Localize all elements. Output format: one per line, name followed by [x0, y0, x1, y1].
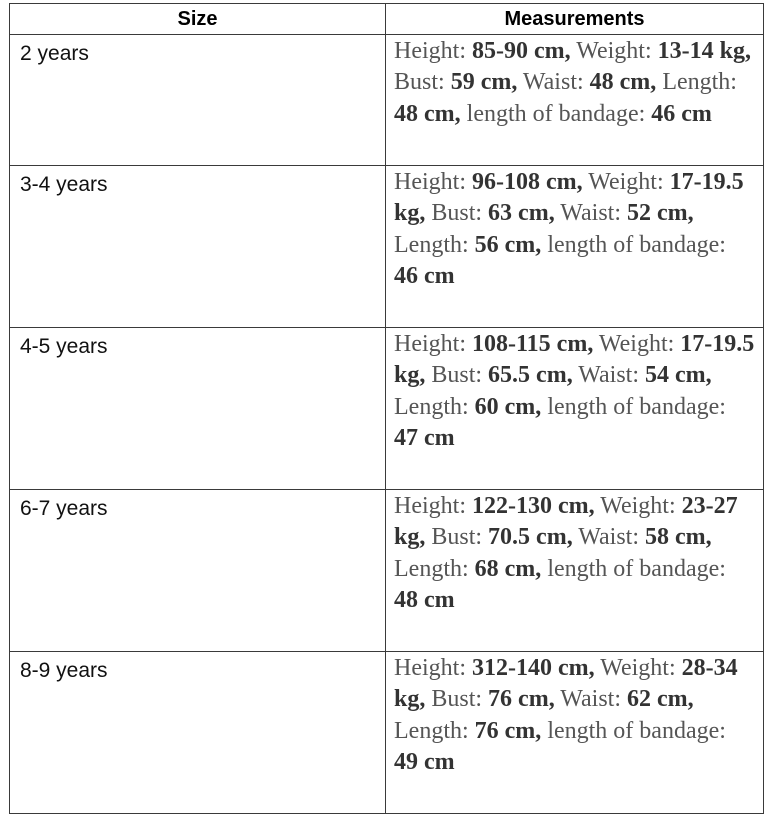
measure-value-weight: 17-19.5 kg, [394, 169, 744, 227]
measure-label-length: Length: [394, 555, 469, 582]
measure-label-bandage: length of bandage: [547, 231, 726, 258]
measure-label-weight: Weight: [576, 38, 652, 64]
measure-value-height: 96-108 cm, [472, 169, 583, 195]
measure-label-weight: Weight: [600, 493, 676, 519]
measure-label-length: Length: [394, 393, 469, 420]
measure-label-bust: Bust: [431, 362, 483, 389]
table-row [10, 328, 764, 490]
measure-label-weight: Weight: [598, 331, 675, 357]
measure-label-bust: Bust: [431, 524, 483, 551]
measurements-cell [386, 652, 764, 814]
header-measurements: Measurements [386, 4, 764, 35]
table-row [10, 490, 764, 652]
measure-value-length: 76 cm, [474, 717, 542, 744]
measure-value-bandage: 48 cm [394, 587, 455, 614]
measure-label-waist: Waist: [560, 686, 622, 713]
measure-label-waist: Waist: [578, 524, 640, 551]
size-cell: 3-4 years [10, 166, 386, 328]
measure-value-height: 312-140 cm, [472, 655, 595, 681]
measure-value-height: 85-90 cm, [472, 38, 571, 64]
measure-value-length: 60 cm, [474, 393, 542, 420]
measure-label-bandage: length of bandage: [547, 555, 726, 582]
measure-label-height: Height: [394, 655, 466, 681]
measure-value-waist: 52 cm, [627, 200, 694, 227]
measure-value-weight: 17-19.5 kg, [394, 331, 755, 389]
measure-label-height: Height: [394, 331, 466, 357]
measure-label-weight: Weight: [600, 655, 676, 681]
measure-value-bandage: 49 cm [394, 749, 455, 776]
measure-value-length: 56 cm, [474, 231, 542, 258]
measure-value-waist: 58 cm, [645, 524, 712, 551]
measure-value-length: 48 cm, [394, 100, 461, 127]
measure-value-height: 122-130 cm, [472, 493, 595, 519]
measure-label-bandage: length of bandage: [466, 100, 646, 127]
measure-value-waist: 62 cm, [627, 686, 694, 713]
measure-value-bandage: 47 cm [394, 425, 455, 452]
size-measurements-table [9, 3, 764, 814]
measurements-cell [386, 166, 764, 328]
measure-label-weight: Weight: [588, 169, 664, 195]
measure-label-bandage: length of bandage: [547, 393, 726, 420]
table-row [10, 166, 764, 328]
measure-label-waist: Waist: [560, 200, 622, 227]
measure-value-bandage: 46 cm [394, 263, 455, 290]
measure-value-bust: 63 cm, [488, 200, 555, 227]
measure-label-height: Height: [394, 493, 466, 519]
measure-label-length: Length: [394, 231, 469, 258]
measure-label-bust: Bust: [394, 69, 445, 96]
measure-label-waist: Waist: [522, 69, 584, 96]
table-header-row [10, 4, 764, 35]
measure-label-length: Length: [394, 717, 469, 744]
measurements-cell [386, 35, 764, 166]
size-cell: 8-9 years [10, 652, 386, 814]
measure-value-bust: 59 cm, [450, 69, 518, 96]
measure-value-height: 108-115 cm, [472, 331, 594, 357]
table-row [10, 35, 764, 166]
measure-label-bust: Bust: [431, 686, 483, 713]
measure-label-waist: Waist: [578, 362, 640, 389]
size-cell: 6-7 years [10, 490, 386, 652]
measure-label-length: Length: [662, 69, 737, 96]
measurements-cell [386, 490, 764, 652]
measure-label-height: Height: [394, 38, 466, 64]
measure-value-waist: 54 cm, [645, 362, 712, 389]
measure-value-bust: 76 cm, [488, 686, 555, 713]
size-cell: 2 years [10, 35, 386, 166]
measure-value-weight: 23-27 kg, [394, 493, 738, 551]
table-body [10, 35, 764, 814]
measure-value-weight: 28-34 kg, [394, 655, 738, 713]
measure-value-bust: 65.5 cm, [488, 362, 573, 389]
header-size: Size [10, 4, 386, 35]
measure-label-bandage: length of bandage: [547, 717, 726, 744]
measure-value-bandage: 46 cm [651, 100, 712, 127]
table-row [10, 652, 764, 814]
measure-value-length: 68 cm, [474, 555, 542, 582]
measure-value-bust: 70.5 cm, [488, 524, 573, 551]
measure-label-height: Height: [394, 169, 466, 195]
measurements-cell [386, 328, 764, 490]
size-cell: 4-5 years [10, 328, 386, 490]
measure-value-weight: 13-14 kg, [657, 38, 751, 64]
measure-label-bust: Bust: [431, 200, 483, 227]
measure-value-waist: 48 cm, [589, 69, 657, 96]
